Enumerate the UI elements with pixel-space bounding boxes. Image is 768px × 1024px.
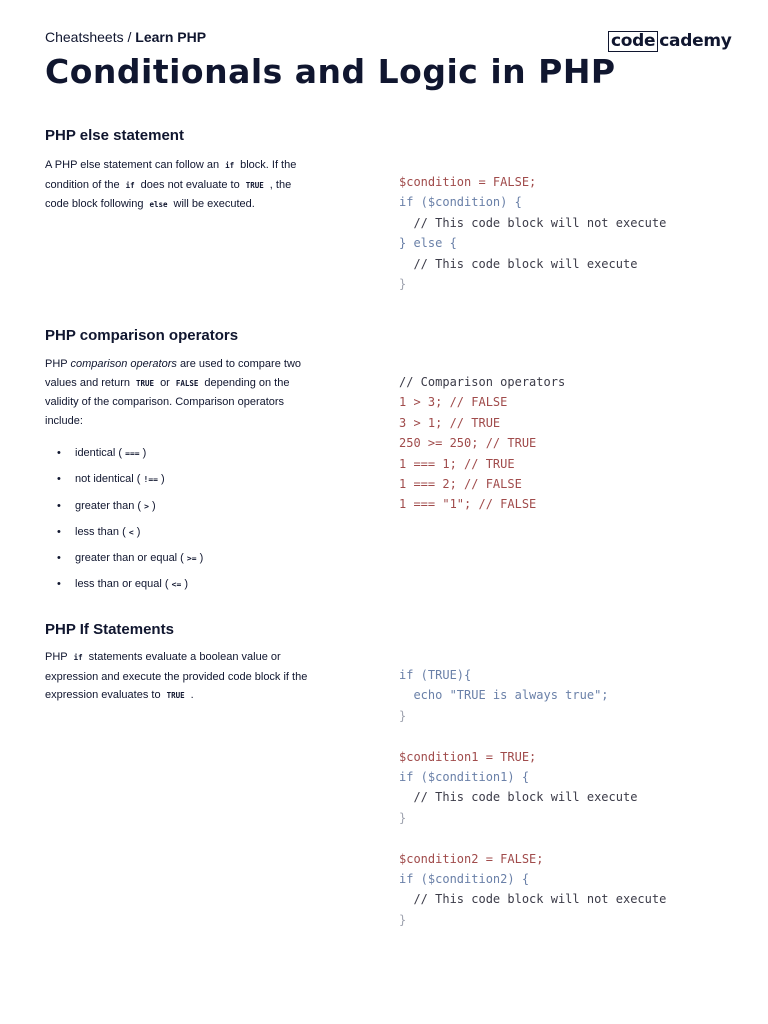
- section-desc-else: A PHP else statement can follow an if block. If the condition of the if does not evaluate to TRUE , the code block following else will be executed.: [45, 159, 297, 210]
- code-keyword: if: [225, 161, 235, 170]
- page-title: Conditionals and Logic in PHP: [45, 52, 616, 91]
- breadcrumb-current[interactable]: Learn PHP: [135, 29, 207, 45]
- code-block-comparison: // Comparison operators 1 > 3; // FALSE 3 > 1; // TRUE 250 >= 250; // TRUE 1 === 1; // TRUE 1 === 2; // FALSE 1 === "1"; // FALSE: [399, 375, 566, 512]
- logo-rest-text: cademy: [659, 31, 732, 51]
- section-title-else: PHP else statement: [45, 127, 184, 144]
- code-block-else: $condition = FALSE; if ($condition) { // This code block will not execute } else { // This code block will execute }: [399, 175, 667, 292]
- list-item: • greater than or equal ( >= ): [45, 551, 203, 577]
- codecademy-logo[interactable]: [608, 31, 732, 52]
- code-keyword: TRUE: [136, 378, 155, 388]
- section-title-comparison: PHP comparison operators: [45, 327, 239, 344]
- list-item: • not identical ( !== ): [45, 472, 203, 498]
- list-item: • less than ( < ): [45, 525, 203, 551]
- section-title-if: PHP If Statements: [45, 621, 174, 638]
- section-desc-comparison: PHP comparison operators are used to compare two values and return TRUE or FALSE depending on the validity of the comparison. Comparison operators include:: [45, 358, 302, 427]
- code-keyword: TRUE: [166, 691, 185, 700]
- breadcrumb: [45, 29, 206, 45]
- breadcrumb-root-link[interactable]: Cheatsheets /: [45, 29, 132, 45]
- code-block-if: if (TRUE){ echo "TRUE is always true"; } $condition1 = TRUE; if ($condition1) { // This code block will execute } $condition2 = FALSE; if ($condition2) { // This code block will not execute }: [399, 668, 667, 927]
- code-keyword: if: [73, 653, 83, 662]
- section-desc-if: PHP if statements evaluate a boolean value or expression and execute the provided code block if the expression evaluates to TRUE .: [45, 651, 308, 701]
- code-keyword: else: [149, 200, 168, 209]
- code-keyword: if: [125, 180, 135, 190]
- code-keyword: TRUE: [245, 180, 264, 190]
- logo-boxed-text: code: [608, 31, 658, 52]
- operator-list: [45, 446, 203, 604]
- list-item: • less than or equal ( <= ): [45, 577, 203, 603]
- list-item: • greater than ( > ): [45, 499, 203, 525]
- code-keyword: FALSE: [175, 378, 199, 388]
- list-item: • identical ( === ): [45, 446, 203, 472]
